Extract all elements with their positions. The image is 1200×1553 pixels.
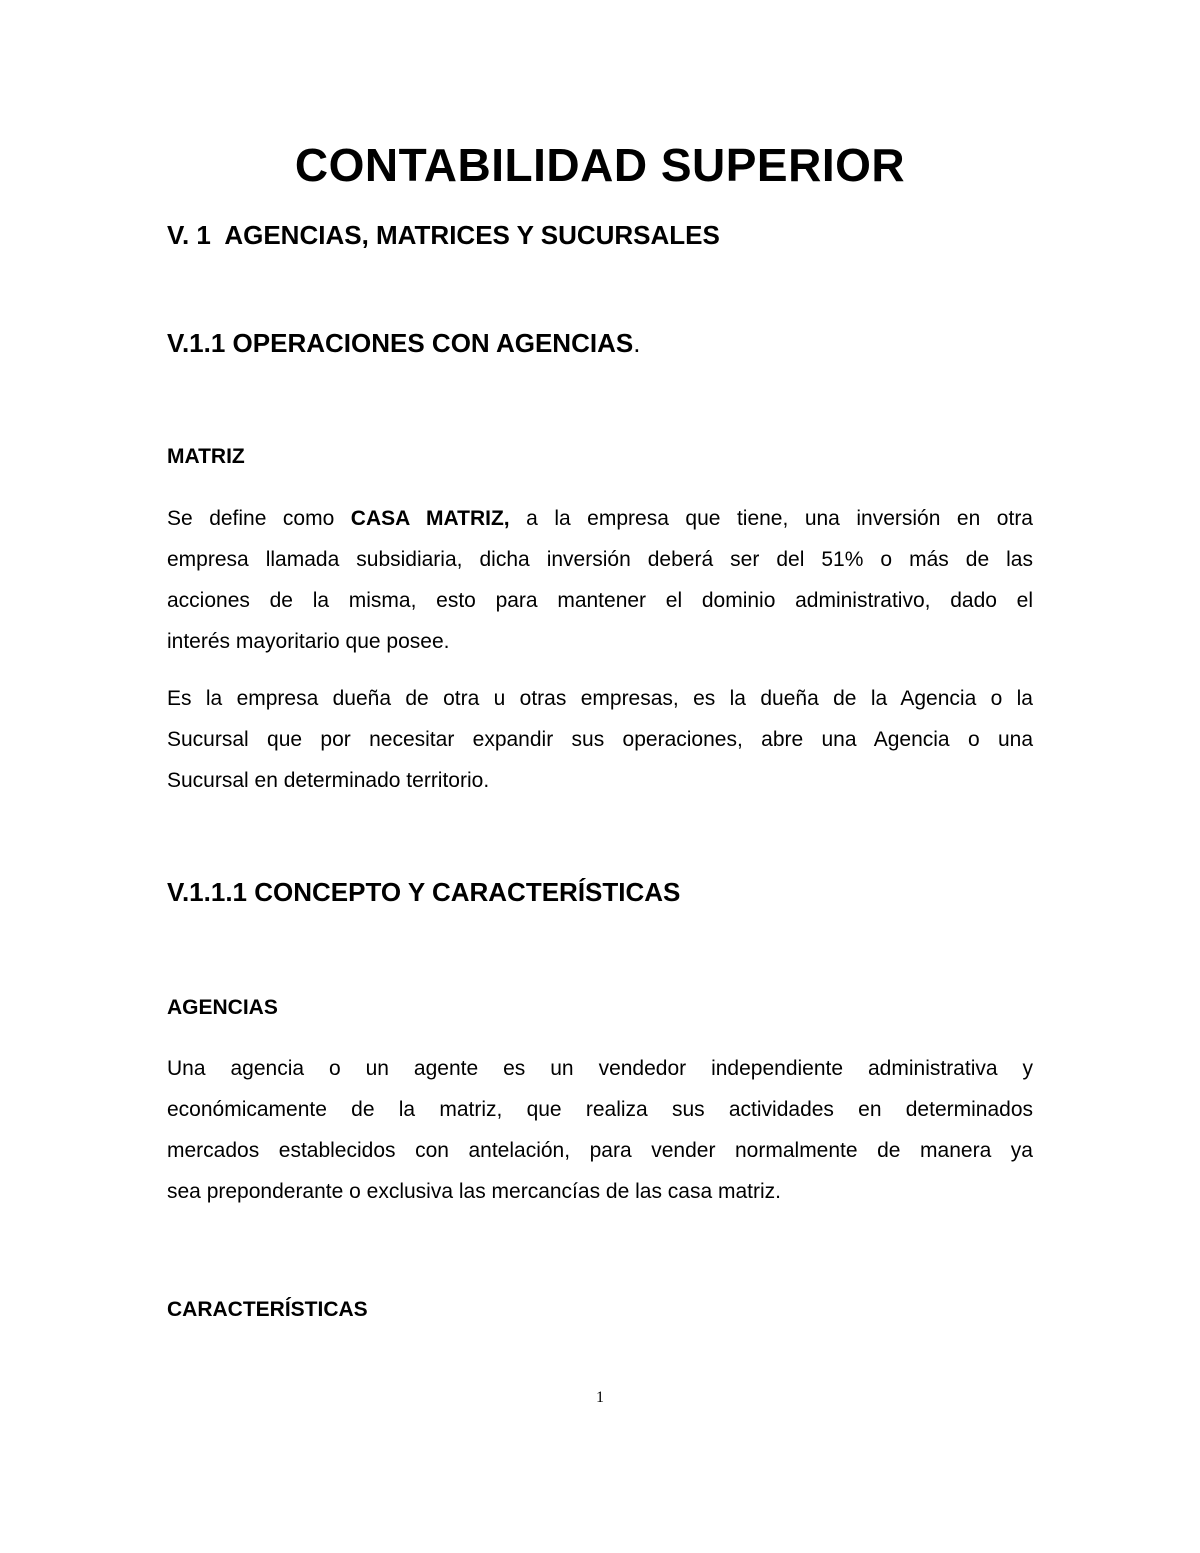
- section-heading-v111: V.1.1.1 CONCEPTO Y CARACTERÍSTICAS: [167, 877, 681, 907]
- paragraph-line: Una agencia o un agente es un vendedor independiente administrativa y: [167, 1057, 1033, 1080]
- line-text: a la empresa que tiene, una inversión en otra: [509, 507, 1033, 530]
- paragraph-line: mercados establecidos con antelación, para vender normalmente de manera ya: [167, 1139, 1033, 1162]
- section-heading-v11: [167, 328, 640, 359]
- paragraph-line: económicamente de la matriz, que realiza sus actividades en determinados: [167, 1098, 1033, 1121]
- paragraph-line: [167, 498, 1033, 539]
- section-heading-v1: V. 1 AGENCIAS, MATRICES Y SUCURSALES: [167, 220, 720, 250]
- matriz-paragraph-2: [167, 678, 1033, 801]
- agencias-heading: AGENCIAS: [167, 996, 278, 1019]
- paragraph-line: interés mayoritario que posee.: [167, 630, 450, 653]
- document-title: CONTABILIDAD SUPERIOR: [294, 139, 906, 191]
- casa-matriz-term: CASA MATRIZ,: [350, 507, 510, 530]
- section-heading-v11-text: V.1.1 OPERACIONES CON AGENCIAS: [167, 328, 634, 358]
- page-number: 1: [596, 1389, 604, 1406]
- paragraph-line: acciones de la misma, esto para mantener el dominio administrativo, dado el: [167, 589, 1033, 612]
- agencias-paragraph: [167, 1048, 1033, 1212]
- paragraph-line: Sucursal que por necesitar expandir sus operaciones, abre una Agencia o una: [167, 728, 1033, 751]
- paragraph-line: empresa llamada subsidiaria, dicha inversión deberá ser del 51% o más de las: [167, 548, 1033, 571]
- paragraph-line: Sucursal en determinado territorio.: [167, 769, 490, 792]
- caracteristicas-heading: CARACTERÍSTICAS: [167, 1298, 368, 1321]
- line-text: Se define como: [167, 507, 351, 530]
- matriz-heading: MATRIZ: [167, 445, 245, 468]
- paragraph-line: Es la empresa dueña de otra u otras empresas, es la dueña de la Agencia o la: [167, 687, 1033, 710]
- paragraph-line: sea preponderante o exclusiva las mercancías de las casa matriz.: [167, 1180, 781, 1203]
- matriz-paragraph-1: [167, 498, 1033, 662]
- section-heading-v11-period: .: [633, 328, 641, 358]
